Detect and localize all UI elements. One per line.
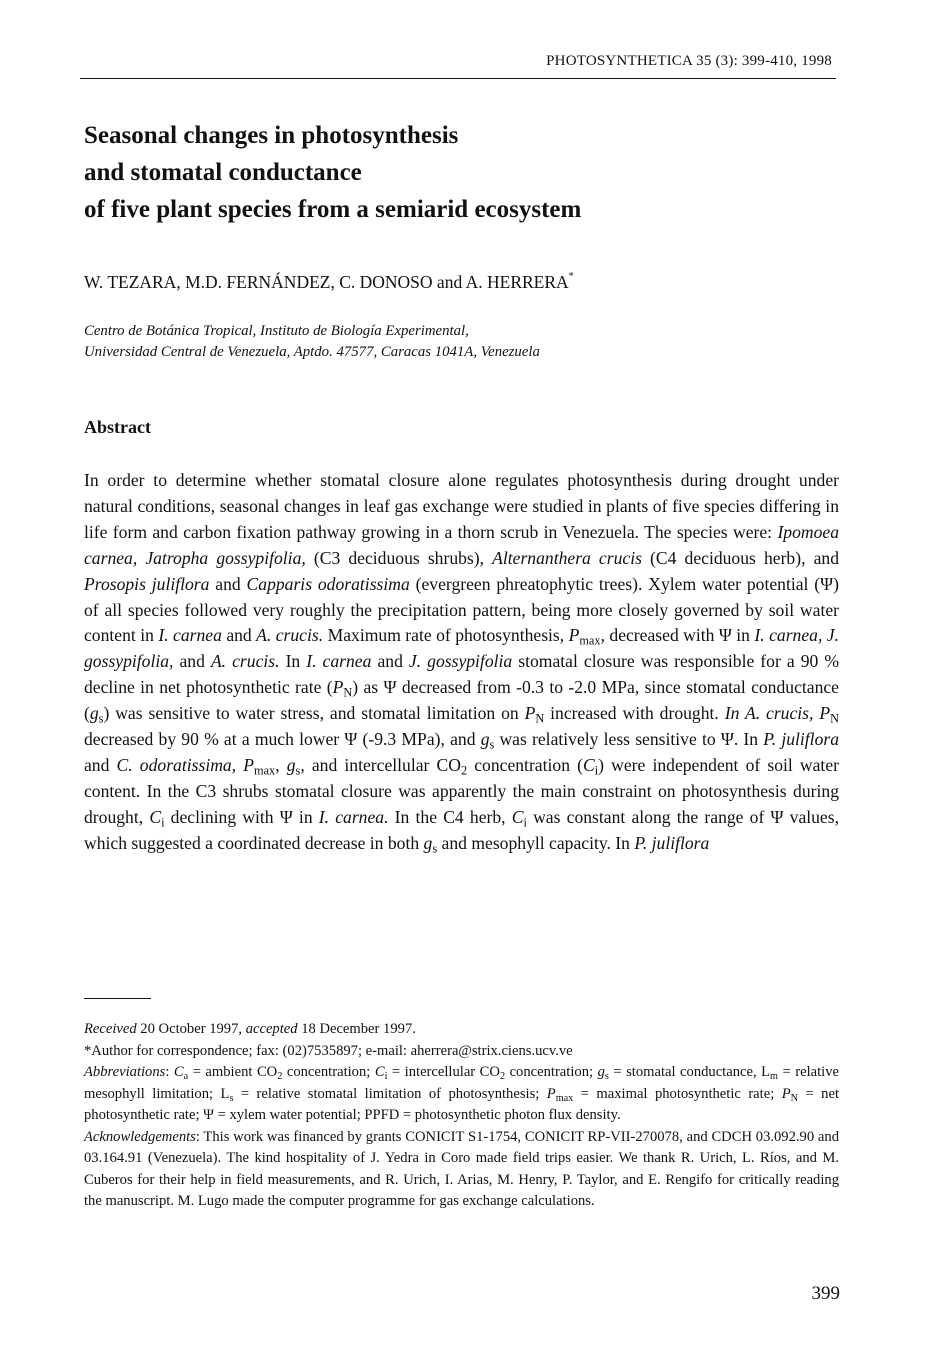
affiliation-line: Universidad Central de Venezuela, Aptdo. 47577, Caracas 1041A, Venezuela	[84, 344, 540, 360]
corresponding-author-mark: *	[568, 271, 574, 282]
footnotes	[84, 1019, 839, 1213]
journal-reference: PHOTOSYNTHETICA 35 (3): 399-410, 1998	[546, 53, 832, 69]
article-title	[84, 117, 844, 228]
footnote-rule	[84, 998, 151, 999]
header-rule	[80, 78, 836, 79]
title-line: Seasonal changes in photosynthesis	[84, 122, 459, 149]
abstract-text: In order to determine whether stomatal closure alone regulates photosynthesis during drought under natural conditions, seasonal changes in leaf gas exchange were studied in plants of five species differing in life form and carbon fixation pathway growing in a thorn scrub in Venezuela. The species were: Ipomoea carnea, Jatropha gossypifolia, (C3 deciduous shrubs), Alternanthera crucis (C4 deciduous herb), and Prosopis juliflora and Capparis odoratissima (evergreen phreatophytic trees). Xylem water potential (Ψ) of all species followed very roughly the precipitation pattern, being more closely governed by soil water content in I. carnea and A. crucis. Maximum rate of photosynthesis, $P_{max}$, decreased with Ψ in I. carnea, J. gossypifolia, and A. crucis. In I. carnea and J. gossypifolia stomatal closure was responsible for a 90 % decline in net photosynthetic rate $(P_N)$ as Ψ decreased from -0.3 to -2.0 MPa, since stomatal conductance $(g_s)$ was sensitive to water stress, and stomatal limitation on $P_N$ increased with drought. In A. crucis, $P_N$ decreased by 90 % at a much lower Ψ (-9.3 MPa), and $g_s$ was relatively less sensitive to Ψ. In P. juliflora and C. odoratissima, $P_{max}$, $g_s$, and intercellular $CO_2$ concentration $(C_i)$ were independent of soil water content. In the C3 shrubs stomatal closure was apparently the main constraint on photosynthesis during drought, $C_i$ declining with Ψ in I. carnea. In the C4 herb, $C_i$ was constant along the range of Ψ values, which suggested a coordinated decrease in both $g_s$ and mesophyll capacity. In P. juliflora	[84, 470, 840, 856]
acknowledgements-note: Acknowledgements: This work was financed by grants CONICIT S1-1754, CONICIT RP-VII-270078, and CDCH 03.092.90 and 03.164.91 (Venezuela). The kind hospitality of J. Yedra in Coro made field trips easier. We thank R. Urich, L. Ríos, and M. Cuberos for their help in field measurements, and R. Urich, I. Arias, M. Henry, P. Taylor, and E. Rengifo for critically reading the manuscript. M. Lugo made the computer programme for gas exchange calculations.	[84, 1128, 839, 1209]
affiliation-line: Centro de Botánica Tropical, Instituto de Biología Experimental,	[84, 323, 469, 339]
page-number: 399	[811, 1283, 840, 1304]
affiliation	[84, 321, 540, 363]
title-line: and stomatal conductance	[84, 159, 362, 186]
abstract-heading: Abstract	[84, 417, 151, 437]
title-line: of five plant species from a semiarid ecosystem	[84, 196, 582, 223]
author-list	[84, 272, 574, 293]
correspondence-note: *Author for correspondence; fax: (02)7535897; e-mail: aherrera@strix.ciens.ucv.ve	[84, 1042, 573, 1059]
abbreviations-note: Abbreviations: $C_a$ = ambient $CO_2$ concentration; $C_i$ = intercellular $CO_2$ concentration; $g_s$ = stomatal conductance, $L_m$ = relative mesophyll limitation; $L_s$ = relative stomatal limitation of photosynthesis; $P_{max}$ = maximal photosynthetic rate; $P_N$ = net photosynthetic rate; Ψ = xylem water potential; PPFD = photosynthetic photon flux density.	[84, 1064, 840, 1123]
authors-text: W. TEZARA, M.D. FERNÁNDEZ, C. DONOSO and A. HERRERA	[84, 272, 569, 292]
received-note: Received 20 October 1997, accepted 18 December 1997.	[84, 1021, 416, 1037]
